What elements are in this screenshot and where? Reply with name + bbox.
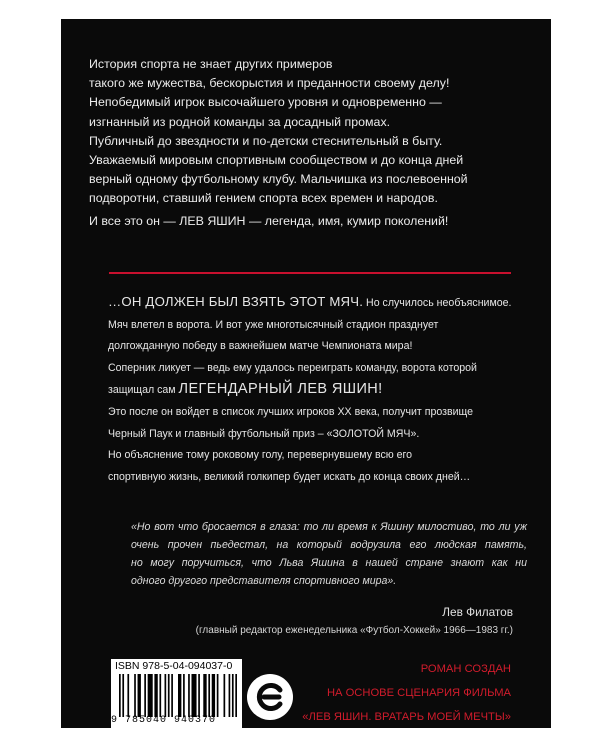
- barcode-bar: [212, 674, 215, 717]
- story-line: Соперник ликует — ведь ему удалось переиграть команду, ворота которой: [108, 361, 477, 374]
- barcode-digits: 9 785040 940370: [111, 715, 217, 726]
- story-line: Но объяснение тому роковому голу, перевернувшему всю его: [108, 449, 413, 462]
- story-line: [108, 379, 538, 402]
- barcode-bar: [154, 674, 157, 717]
- barcode-bar: [235, 674, 237, 717]
- barcode-bar: [224, 674, 226, 717]
- quote-line: «Но вот что бросается в глаза: то ли время к Яшину милостиво, то ли уж: [131, 521, 527, 533]
- barcode-bar: [188, 674, 190, 717]
- story-line: Это после он войдет в список лучших игроков XX века, получит прозвище: [108, 405, 474, 418]
- promo-line: «ЛЕВ ЯШИН. ВРАТАРЬ МОЕЙ МЕЧТЫ»: [302, 711, 511, 723]
- barcode-bar: [168, 674, 170, 717]
- intro-line: верный одному футбольному клубу. Мальчишка из послевоенной: [89, 172, 468, 187]
- barcode-bar: [159, 674, 161, 717]
- intro-line: подворотни, ставший гением спорта всех времен и народов.: [89, 191, 438, 206]
- quote-line: одного другого представителя спортивного мира».: [131, 575, 397, 587]
- story-line-pre: защищал сам: [108, 384, 179, 397]
- barcode-bar: [122, 674, 124, 717]
- quote-author-role: (главный редактор еженедельника «Футбол-Хоккей» 1966—1983 гг.): [195, 625, 513, 636]
- quote-line: но могу поручиться, что Льва Яшина в нашей стране знают как ни: [131, 557, 527, 569]
- barcode-bar: [198, 674, 200, 717]
- barcode: [111, 659, 242, 728]
- story-line: Черный Паук и главный футбольный приз – «ЗОЛОТОЙ МЯЧ».: [108, 427, 420, 440]
- barcode-bar: [165, 674, 167, 717]
- intro-line: Публичный до звездности и по-детски стеснительный в быту.: [89, 133, 443, 148]
- story-line: [108, 291, 538, 315]
- quote-block: [131, 518, 527, 590]
- story-line: спортивную жизнь, великий голкипер будет искать до конца своих дней…: [108, 470, 471, 483]
- story-line: долгожданную победу в важнейшем матче Чемпионата мира!: [108, 340, 413, 353]
- barcode-bar: [171, 674, 173, 717]
- quote-author: Лев Филатов: [442, 605, 513, 619]
- intro-text: [89, 55, 539, 231]
- quote-line: очень прочен пьедестал, на который водрузила его людская память,: [131, 539, 527, 551]
- story-text: [108, 291, 538, 488]
- story-legend-phrase: ЛЕГЕНДАРНЫЙ ЛЕВ ЯШИН!: [178, 381, 383, 398]
- eksmo-e-logo-icon: [246, 673, 294, 721]
- barcode-bar: [178, 674, 181, 717]
- story-line-rest: Но случилось необъяснимое.: [363, 297, 512, 309]
- intro-line: такого же мужества, бескорыстия и преданности своему делу!: [89, 76, 450, 91]
- barcode-bar: [119, 674, 121, 717]
- barcode-bar: [127, 674, 129, 717]
- promo-line: НА ОСНОВЕ СЦЕНАРИЯ ФИЛЬМА: [326, 687, 511, 699]
- barcode-bar: [138, 674, 141, 717]
- intro-line: Уважаемый мировым спортивным сообществом и до конца дней: [89, 153, 464, 168]
- intro-line: Непобедимый игрок высочайшего уровня и одновременно —: [89, 95, 442, 110]
- barcode-bar: [208, 674, 210, 717]
- story-line: Мяч влетел в ворота. И вот уже многотысячный стадион празднует: [108, 318, 439, 331]
- promo-line: РОМАН СОЗДАН: [420, 663, 511, 675]
- isbn-label: ISBN 978-5-04-094037-0: [115, 660, 233, 672]
- intro-line-final: И все это он — ЛЕВ ЯШИН — легенда, имя, кумир поколений!: [89, 213, 449, 228]
- barcode-bar: [183, 674, 185, 717]
- promo-text: [291, 657, 511, 728]
- barcode-bar: [148, 674, 153, 717]
- story-caps-phrase: …ОН ДОЛЖЕН БЫЛ ВЗЯТЬ ЭТОТ МЯЧ.: [108, 294, 364, 309]
- barcode-bar: [217, 674, 219, 717]
- barcode-bars: [119, 674, 237, 717]
- barcode-bar: [203, 674, 206, 717]
- book-back-cover: [61, 19, 551, 728]
- red-divider: [109, 272, 511, 274]
- barcode-bar: [229, 674, 231, 717]
- barcode-bar: [191, 674, 196, 717]
- intro-line: изгнанный из родной команды за досадный промах.: [89, 114, 391, 129]
- intro-line: История спорта не знает других примеров: [89, 57, 333, 71]
- barcode-bar: [144, 674, 146, 717]
- barcode-bar: [232, 674, 234, 717]
- barcode-bar: [134, 674, 136, 717]
